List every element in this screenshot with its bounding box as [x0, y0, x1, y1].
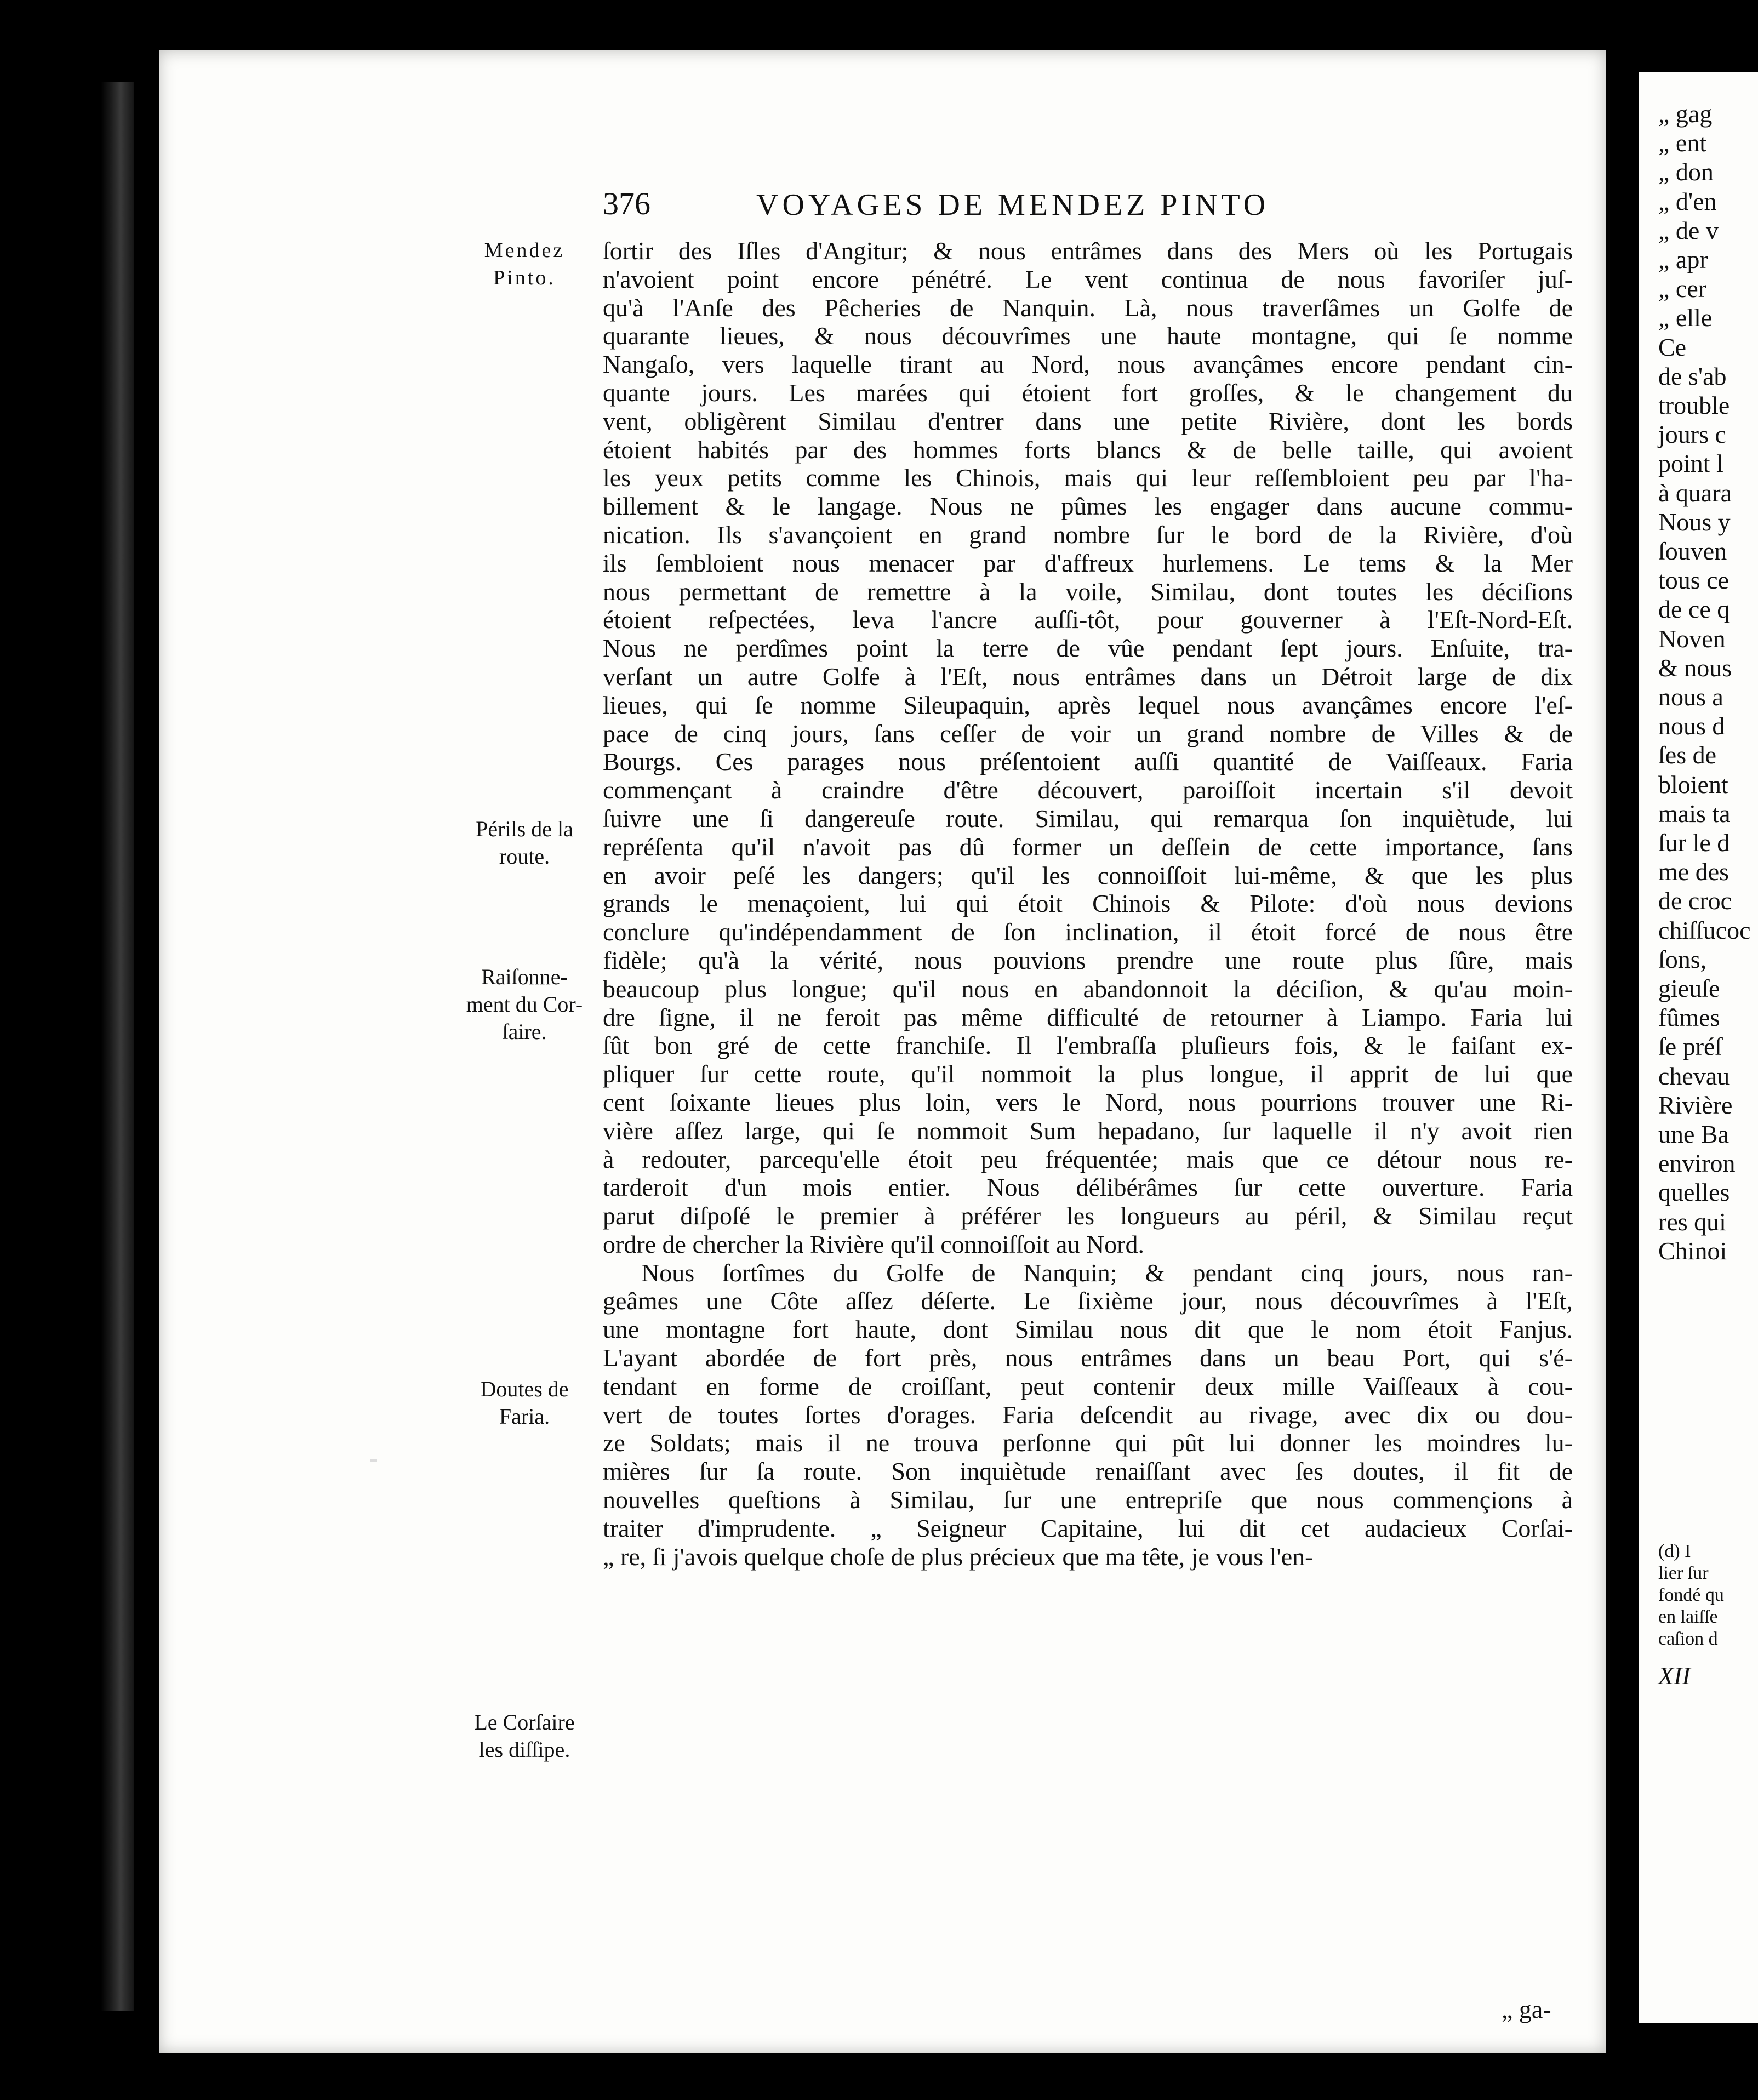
text-line: pace de cinq jours, ſans ceſſer de voir un grand nombre de Villes & de [603, 719, 1573, 747]
text-line: ils ſembloient nous menacer par d'affreux hurlemens. Le tems & la Mer [603, 549, 1573, 577]
facing-page-line: Noven [1658, 624, 1726, 653]
margin-note-raisonnement [445, 963, 604, 1046]
facing-page-line: „ elle [1658, 304, 1713, 332]
facing-page-line: „ apr [1658, 246, 1708, 273]
facing-page-line: Ce [1658, 333, 1687, 361]
text-line: verſant un autre Golfe à l'Eſt, nous entrâmes dans un Détroit large de dix [603, 662, 1573, 691]
facing-page-line: nous a [1658, 683, 1723, 711]
text-line: Nous ſortîmes du Golfe de Nanquin; & pendant cinq jours, nous ran- [641, 1258, 1573, 1287]
margin-note-line: ſaire. [502, 1019, 547, 1044]
text-line: quante jours. Les marées qui étoient fort groſſes, & le changement du [603, 378, 1573, 407]
facing-page-footnote-line: lier ſur [1658, 1563, 1709, 1583]
facing-page-line: ſes de [1658, 741, 1717, 769]
text-line: vière aſſez large, qui ſe nommoit Sum hepadano, ſur laquelle il n'y avoit rien [603, 1116, 1573, 1145]
text-line: étoient reſpectées, leva l'ancre auſſi-tôt, pour gouverner à l'Eſt-Nord-Eſt. [603, 606, 1573, 634]
margin-note-line: Mendez [484, 239, 565, 262]
margin-note-line: Doutes de [480, 1377, 569, 1401]
text-line: quarante lieues, & nous découvrîmes une haute montagne, qui ſe nomme [603, 322, 1573, 350]
text-line: ordre de chercher la Rivière qu'il connoiſſoit au Nord. [603, 1230, 1144, 1258]
facing-page-line: bloient [1658, 770, 1728, 798]
facing-page-fragment [1639, 72, 1758, 2023]
facing-page-line: me des [1658, 858, 1730, 886]
margin-note-line: Le Corſaire [474, 1710, 575, 1734]
text-line: vent, obligèrent Similau d'entrer dans une petite Rivière, dont les bords [603, 407, 1573, 435]
body-text [603, 237, 1573, 1571]
margin-note-line: Périls de la [476, 817, 573, 841]
facing-page-line: jours c [1658, 420, 1726, 449]
margin-note-line: les diſſipe. [478, 1737, 570, 1762]
text-line: parut diſpoſé le premier à préférer les longueurs au péril, & Similau reçut [603, 1202, 1573, 1230]
facing-page-line: „ de v [1658, 216, 1719, 244]
text-line: ſuivre une ſi dangereuſe route. Similau, qui remarqua ſon inquiètude, lui [603, 804, 1573, 832]
text-line: beaucoup plus longue; qu'il nous en abandonnoit la déciſion, & qu'au moin- [603, 974, 1573, 1003]
facing-page-line: de croc [1658, 887, 1732, 915]
text-line: n'avoient point encore pénétré. Le vent continua de nous favoriſer juſ- [603, 265, 1573, 293]
facing-page-line: & nous [1658, 653, 1732, 682]
text-line: geâmes une Côte aſſez déſerte. Le ſixième jour, nous découvrîmes à l'Eſt, [603, 1287, 1573, 1315]
facing-page-footnote-line: en laiſſe [1658, 1607, 1718, 1627]
facing-page-line: mais ta [1658, 799, 1731, 828]
facing-page-line: chevau [1658, 1062, 1730, 1090]
facing-page-line: point l [1658, 449, 1723, 478]
facing-page-line: tous ce [1658, 566, 1730, 595]
facing-page-line: res qui [1658, 1207, 1726, 1236]
margin-note-doutes [445, 1376, 604, 1430]
facing-page-footnote-line: fondé qu [1658, 1585, 1724, 1605]
margin-note-mendez [445, 237, 604, 292]
text-line: qu'à l'Anſe des Pêcheries de Nanquin. Là, nous traverſâmes un Golfe de [603, 293, 1573, 322]
text-line: dre ſigne, il ne feroit pas même difficulté de retourner à Liampo. Faria lui [603, 1003, 1573, 1031]
text-line: nous permettant de remettre à la voile, Similau, dont toutes les déciſions [603, 577, 1573, 606]
text-line: repréſenta qu'il n'avoit pas dû former un deſſein de cette importance, ſans [603, 832, 1573, 861]
text-line: „ re, ſi j'avois quelque choſe de plus précieux que ma tête, je vous l'en- [603, 1542, 1314, 1571]
text-line: à redouter, parcequ'elle étoit peu fréquentée; mais que ce détour nous re- [603, 1145, 1573, 1173]
text-line: en avoir peſé les dangers; qu'il les connoiſſoit lui-même, & que les plus [603, 861, 1573, 889]
facing-page-line: trouble [1658, 391, 1730, 419]
margin-note-line: Pinto. [493, 266, 556, 289]
margin-note-line: Raiſonne- [481, 965, 568, 989]
facing-page-line: Rivière [1658, 1091, 1733, 1119]
margin-note-line: Faria. [499, 1404, 550, 1429]
text-line: Nous ne perdîmes point la terre de vûe pendant ſept jours. Enſuite, tra- [603, 634, 1573, 663]
margin-note-corsaire [445, 1709, 604, 1764]
facing-page-line: fûmes [1658, 1003, 1720, 1032]
text-line: L'ayant abordée de fort près, nous entrâmes dans un beau Port, qui s'é- [603, 1344, 1573, 1372]
facing-page-footnote-line: caſion d [1658, 1629, 1718, 1649]
facing-page-line: Nous y [1658, 507, 1731, 536]
facing-page-line: „ cer [1658, 275, 1707, 303]
text-line: traiter d'imprudente. „ Seigneur Capitaine, lui dit cet audacieux Corſai- [603, 1514, 1573, 1542]
facing-page-line: ſouven [1658, 537, 1727, 565]
text-line: tendant en forme de croiſſant, peut contenir deux mille Vaiſſeaux à cou- [603, 1372, 1573, 1400]
text-line: cent ſoixante lieues plus loin, vers le Nord, nous pourrions trouver une Ri- [603, 1088, 1573, 1116]
facing-page-line: ſe préſ [1658, 1032, 1722, 1061]
text-line: pliquer ſur cette route, qu'il nommoit la plus longue, il apprit de lui que [603, 1060, 1573, 1088]
facing-page-line: Chinoi [1658, 1236, 1727, 1265]
text-line: tarderoit d'un mois entier. Nous délibérâmes ſur cette ouverture. Faria [603, 1173, 1573, 1202]
text-line: Bourgs. Ces parages nous préſentoient auſſi quantité de Vaiſſeaux. Faria [603, 747, 1573, 776]
facing-page-line: „ d'en [1658, 187, 1717, 215]
text-line: nouvelles queſtions à Similau, ſur une entrepriſe que nous commençions à [603, 1486, 1573, 1514]
facing-page-line: de s'ab [1658, 362, 1727, 390]
book-binding-edge [101, 82, 134, 2011]
facing-page-line: nous d [1658, 712, 1725, 740]
text-line: les yeux petits comme les Chinois, mais qui leur reſſembloient peu par l'ha- [603, 464, 1573, 492]
facing-page-line: chiſſucoc [1658, 916, 1751, 944]
facing-page-line: „ gag [1658, 100, 1713, 128]
page-number: 376 [603, 186, 650, 221]
margin-note-line: ment du Cor- [466, 992, 583, 1017]
catchword: „ ga- [1502, 1995, 1551, 2023]
ink-speck [370, 1459, 377, 1462]
facing-page-line: de ce q [1658, 595, 1730, 624]
facing-page-line: gieuſe [1658, 974, 1720, 1002]
text-line: ſût bon gré de cette franchiſe. Il l'embraſſa pluſieurs fois, & le faiſant ex- [603, 1031, 1573, 1060]
text-line: commençant à craindre d'être découvert, paroiſſoit incertain s'il devoit [603, 776, 1573, 804]
text-line: billement & le langage. Nous ne pûmes les engager dans aucune commu- [603, 492, 1573, 521]
facing-page-line: ſur le d [1658, 829, 1730, 857]
facing-page-footnote-line: (d) I [1658, 1541, 1691, 1561]
facing-page-line: quelles [1658, 1178, 1730, 1207]
text-line: lieues, qui ſe nomme Sileupaquin, après lequel nous avançâmes encore l'eſ- [603, 691, 1573, 719]
margin-note-line: route. [499, 844, 550, 869]
margin-note-perils [445, 815, 604, 870]
running-header [603, 185, 1458, 229]
text-line: une montagne fort haute, dont Similau nous dit que le nom étoit Fanjus. [603, 1315, 1573, 1344]
facing-page-line: environ [1658, 1149, 1736, 1178]
text-line: vert de toutes ſortes d'orages. Faria deſcendit au rivage, avec dix ou dou- [603, 1400, 1573, 1429]
text-line: mières ſur ſa route. Son inquiètude renaiſſant avec ſes doutes, il fit de [603, 1457, 1573, 1486]
text-line: étoient habités par des hommes forts blancs & de belle taille, qui avoient [603, 435, 1573, 464]
text-line: grands le menaçoient, lui qui étoit Chinois & Pilote: d'où nous devions [603, 889, 1573, 918]
text-line: ſortir des Iſles d'Angitur; & nous entrâmes dans des Mers où les Portugais [603, 237, 1573, 265]
facing-page-line: ſons, [1658, 945, 1707, 973]
text-line: Nangaſo, vers laquelle tirant au Nord, nous avançâmes encore pendant cin- [603, 350, 1573, 379]
facing-page-line: une Ba [1658, 1120, 1730, 1148]
text-line: fidèle; qu'à la vérité, nous pouvions prendre une route plus ſûre, mais [603, 946, 1573, 974]
running-title: VOYAGES DE MENDEZ PINTO [756, 188, 1270, 222]
text-line: conclure qu'indépendamment de ſon inclination, il étoit forcé de nous être [603, 918, 1573, 946]
text-line: ze Soldats; mais il ne trouva perſonne qui pût lui donner les moindres lu- [603, 1429, 1573, 1457]
facing-page-line: „ don [1658, 158, 1714, 186]
facing-page-line: „ ent [1658, 129, 1707, 157]
facing-page-heading: XII [1658, 1662, 1691, 1690]
facing-page-line: à quara [1658, 478, 1732, 507]
text-line: nication. Ils s'avançoient en grand nombre ſur le bord de la Rivière, d'où [603, 520, 1573, 549]
